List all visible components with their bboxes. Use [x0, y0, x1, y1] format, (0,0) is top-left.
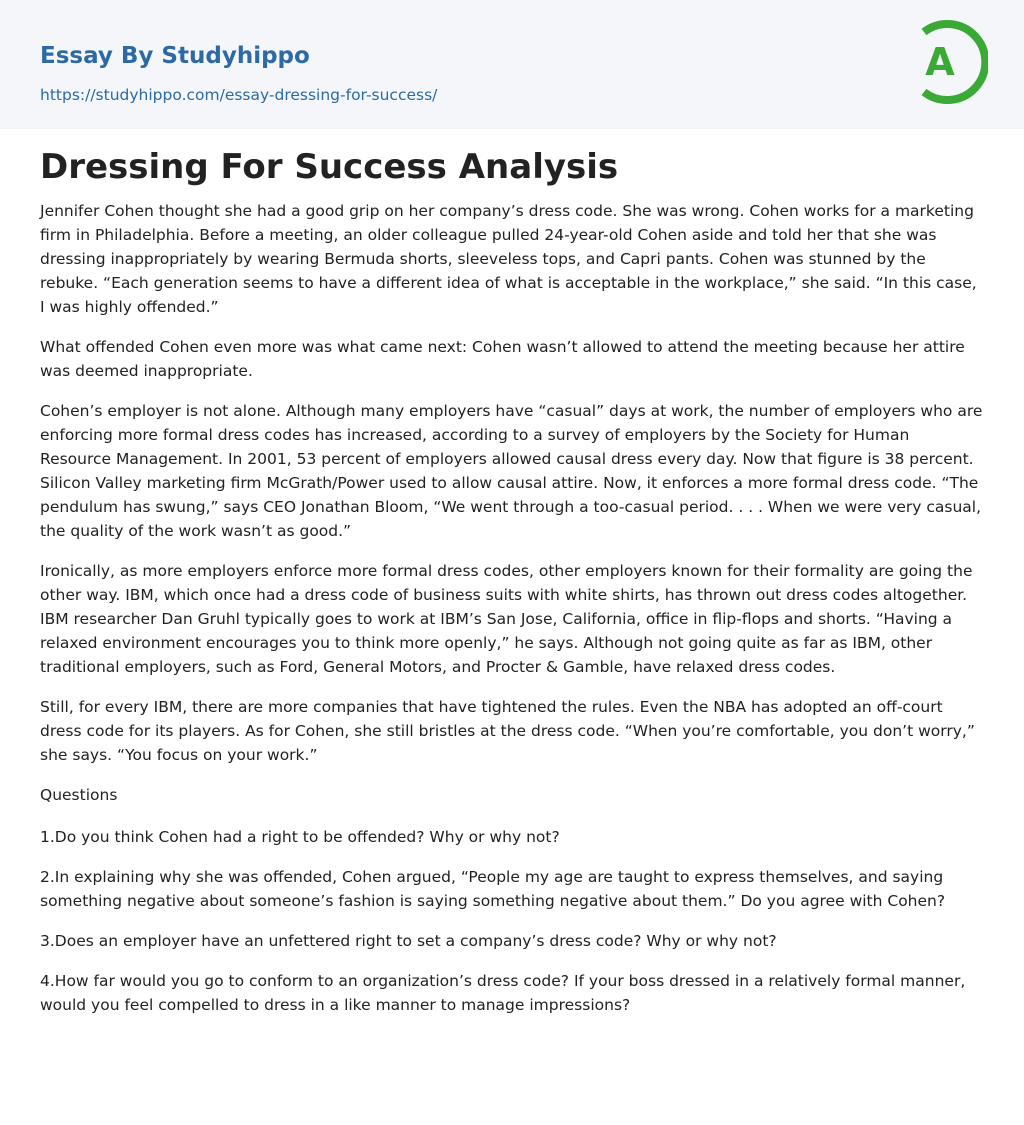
article-paragraph: Ironically, as more employers enforce more formal dress codes, other employers known for their formality are going the other way. IBM, which once had a dress code of business suits with white shirts, has thrown out dress codes altogether. IBM researcher Dan Gruhl typically goes to work at IBM’s San Jose, California, office in flip-flops and shorts. “Having a relaxed environment encourages you to think more openly,” he says. Although not going quite as far as IBM, other traditional employers, such as Ford, General Motors, and Procter & Gamble, have relaxed dress codes.: [40, 562, 973, 676]
site-header: [0, 0, 1024, 129]
site-brand[interactable]: Essay By Studyhippo: [40, 43, 310, 69]
question-item: 1.Do you think Cohen had a right to be offended? Why or why not?: [40, 828, 560, 846]
question-item: 2.In explaining why she was offended, Cohen argued, “People my age are taught to express themselves, and saying something negative about someone’s fashion is saying something negative about them.” Do you agree with Cohen?: [40, 868, 946, 910]
question-item: 3.Does an employer have an unfettered right to set a company’s dress code? Why or why not?: [40, 932, 777, 950]
article-paragraph: Still, for every IBM, there are more companies that have tightened the rules. Even the NBA has adopted an off-court dress code for its players. As for Cohen, she still bristles at the dress code. “When you’re comfortable, you don’t worry,” she says. “You focus on your work.”: [40, 698, 975, 764]
logo-letter: A: [925, 40, 955, 84]
article-paragraph: What offended Cohen even more was what came next: Cohen wasn’t allowed to attend the meeting because her attire was deemed inappropriate.: [40, 338, 965, 380]
questions-heading: Questions: [40, 786, 118, 804]
question-item: 4.How far would you go to conform to an organization’s dress code? If your boss dressed in a relatively formal manner, would you feel compelled to dress in a like manner to manage impressions?: [40, 972, 966, 1014]
article-paragraph: Cohen’s employer is not alone. Although many employers have “casual” days at work, the number of employers who are enforcing more formal dress codes has increased, according to a survey of employers by the Society for Human Resource Management. In 2001, 53 percent of employers allowed causal dress every day. Now that figure is 38 percent. Silicon Valley marketing firm McGrath/Power used to allow causal attire. Now, it enforces a more formal dress code. “The pendulum has swung,” says CEO Jonathan Bloom, “We went through a too-casual period. . . . When we were very casual, the quality of the work wasn’t as good.”: [40, 402, 983, 540]
article: [0, 129, 1024, 1017]
essay-url-link[interactable]: https://studyhippo.com/essay-dressing-for-success/: [40, 86, 438, 104]
article-paragraph: Jennifer Cohen thought she had a good grip on her company’s dress code. She was wrong. Cohen works for a marketing firm in Philadelphia. Before a meeting, an older colleague pulled 24-year-old Cohen aside and told her that she was dressing inappropriately by wearing Bermuda shorts, sleeveless tops, and Capri pants. Cohen was stunned by the rebuke. “Each generation seems to have a different idea of what is acceptable in the workplace,” she said. “In this case, I was highly offended.”: [40, 202, 977, 316]
studyhippo-logo-icon[interactable]: [912, 18, 988, 106]
article-title: Dressing For Success Analysis: [40, 147, 619, 187]
